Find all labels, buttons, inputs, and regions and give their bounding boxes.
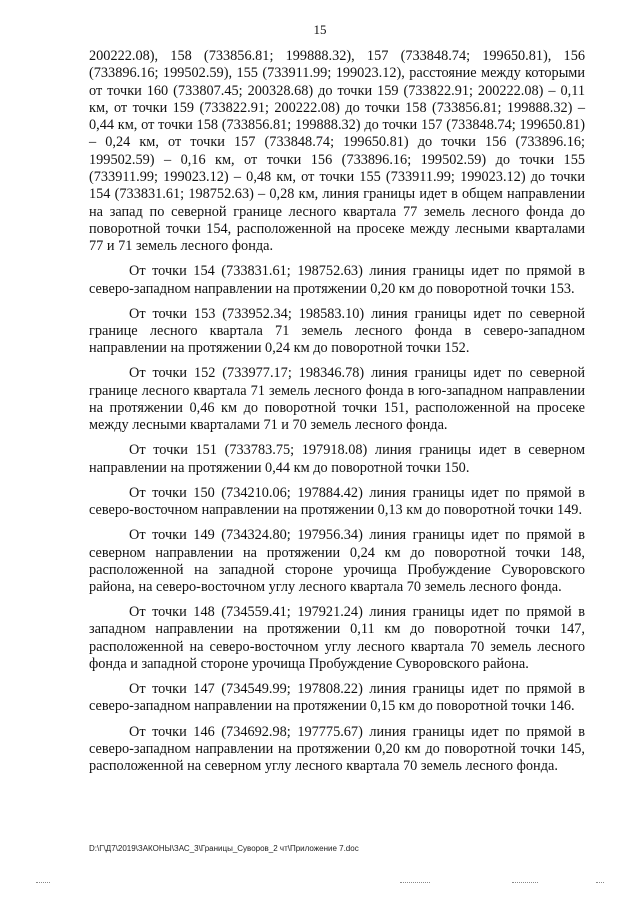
scan-edge-mark bbox=[36, 882, 50, 884]
paragraph: От точки 146 (734692.98; 197775.67) линия границы идет по прямой в северо-западном направлении на протяжении 0,20 км до поворотной точки 145, расположенной на северном углу лесного квартала 70 земель лесного фонда. bbox=[89, 723, 585, 775]
paragraph: От точки 149 (734324.80; 197956.34) линия границы идет по прямой в северном направлении на протяжении 0,24 км до поворотной точки 148, расположенной на западной стороне урочища Пробуждение Суворовского района, на северо-восточном углу лесного квартала 70 земель лесного фонда. bbox=[89, 527, 585, 596]
footer-file-path: D:\Г\Д7\2019\ЗАКОНЫ\ЗАС_3\Границы_Суворов_2 чт\Приложение 7.doc bbox=[89, 844, 359, 853]
page-number: 15 bbox=[313, 22, 327, 37]
paragraph: От точки 150 (734210.06; 197884.42) линия границы идет по прямой в северо-восточном направлении на протяжении 0,13 км до поворотной точки 149. bbox=[89, 484, 585, 519]
document-body bbox=[89, 48, 585, 783]
paragraph: От точки 152 (733977.17; 198346.78) линия границы идет по северной границе лесного квартала 71 земель лесного фонда в юго-западном направлении на протяжении 0,46 км до поворотной точки 151, расположенной на просеке между лесными кварталами 71 и 70 земель лесного фонда. bbox=[89, 365, 585, 434]
paragraph: От точки 148 (734559.41; 197921.24) линия границы идет по прямой в западном направлении на протяжении 0,11 км до поворотной точки 147, расположенной на северо-восточном углу лесного квартала 70 земель лесного фонда и западной стороне урочища Пробуждение Суворовского района. bbox=[89, 604, 585, 673]
scan-edge-mark bbox=[400, 882, 430, 884]
scan-edge-mark bbox=[512, 882, 538, 884]
paragraph: От точки 153 (733952.34; 198583.10) линия границы идет по северной границе лесного квартала 71 земель лесного фонда в северо-западном направлении на протяжении 0,24 км до поворотной точки 152. bbox=[89, 305, 585, 357]
paragraph: От точки 154 (733831.61; 198752.63) линия границы идет по прямой в северо-западном направлении на протяжении 0,20 км до поворотной точки 153. bbox=[89, 263, 585, 297]
scan-edge-mark bbox=[596, 882, 604, 884]
paragraph: 200222.08), 158 (733856.81; 199888.32), 157 (733848.74; 199650.81), 156 (733896.16; 199502.59), 155 (733911.99; 199023.12), расстояние между которыми от точки 160 (733807.45; 200328.68) до точки 159 (733822.91; 200222.08) – 0,11 км, от точки 159 (733822.91; 200222.08) до точки 158 (733856.81; 199888.32) – 0,44 км, от точки 158 (733856.81; 199888.32) до точки 157 (733848.74; 199650.81) – 0,24 км, от точки 157 (733848.74; 199650.81) до точки 156 (733896.16; 199502.59) – 0,16 км, от точки 156 (733896.16; 199502.59) до точки 155 (733911.99; 199023.12) – 0,48 км, от точки 155 (733911.99; 199023.12) до точки 154 (733831.61; 198752.63) – 0,28 км, линия границы идет в общем направлении на запад по северной границе лесного квартала 77 земель лесного фонда до поворотной точки 154, расположенной на просеке между лесными кварталами 77 и 71 земель лесного фонда. bbox=[89, 48, 585, 255]
paragraph: От точки 147 (734549.99; 197808.22) линия границы идет по прямой в северо-западном направлении на протяжении 0,15 км до поворотной точки 146. bbox=[89, 681, 585, 715]
paragraph: От точки 151 (733783.75; 197918.08) линия границы идет в северном направлении на протяжении 0,44 км до поворотной точки 150. bbox=[89, 442, 585, 476]
